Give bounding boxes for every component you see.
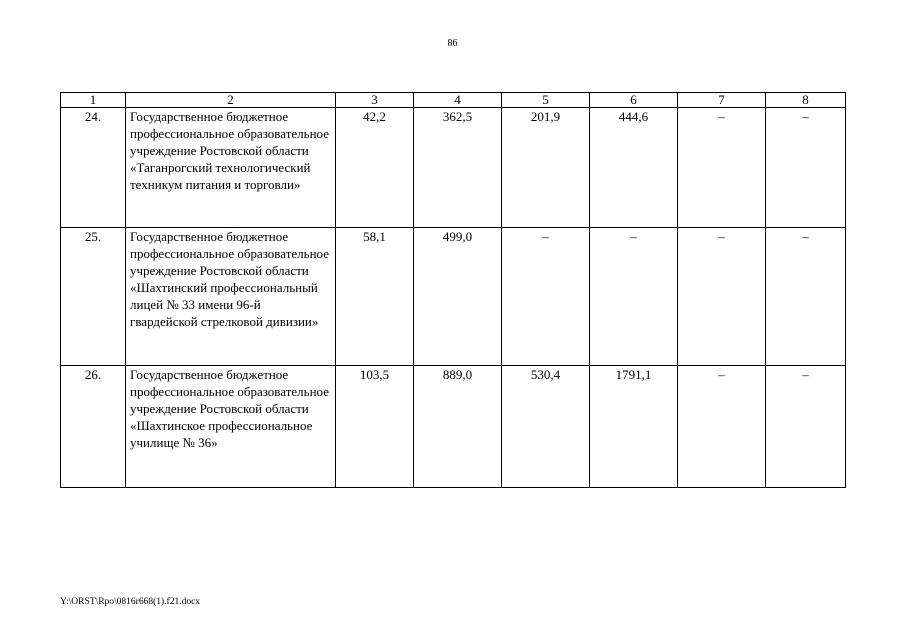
column-header: 8 (766, 93, 846, 108)
column-header: 4 (414, 93, 502, 108)
cell-col-8: – (766, 366, 846, 488)
column-header: 2 (126, 93, 336, 108)
cell-col-6: 444,6 (590, 108, 678, 228)
cell-col-3: 58,1 (336, 228, 414, 366)
table-row (61, 228, 846, 366)
table-row (61, 108, 846, 228)
page-number: 86 (447, 38, 458, 49)
row-number: 26. (61, 366, 126, 488)
column-header: 3 (336, 93, 414, 108)
column-header: 7 (678, 93, 766, 108)
cell-col-5: 201,9 (502, 108, 590, 228)
table-row (61, 366, 846, 488)
cell-col-8: – (766, 108, 846, 228)
institution-name: Государственное бюджетное профессиональное образовательное учреждение Ростовской области «Шахтинский профессиональный лицей № 33 имени 96-й гвардейской стрелковой дивизии» (126, 228, 336, 366)
institution-name: Государственное бюджетное профессиональное образовательное учреждение Ростовской области «Таганрогский технологический техникум питания и торговли» (126, 108, 336, 228)
cell-col-3: 42,2 (336, 108, 414, 228)
cell-col-4: 889,0 (414, 366, 502, 488)
file-path: Y:\ORST\Rpo\0816r668(1).f21.docx (60, 597, 201, 607)
cell-col-7: – (678, 228, 766, 366)
cell-col-3: 103,5 (336, 366, 414, 488)
row-number: 25. (61, 228, 126, 366)
cell-col-4: 499,0 (414, 228, 502, 366)
cell-col-6: – (590, 228, 678, 366)
column-header: 6 (590, 93, 678, 108)
cell-col-4: 362,5 (414, 108, 502, 228)
column-header: 1 (61, 93, 126, 108)
cell-col-6: 1791,1 (590, 366, 678, 488)
cell-col-8: – (766, 228, 846, 366)
cell-col-5: 530,4 (502, 366, 590, 488)
cell-col-7: – (678, 108, 766, 228)
row-number: 24. (61, 108, 126, 228)
table-header-row (61, 93, 846, 108)
cell-col-7: – (678, 366, 766, 488)
budget-table (60, 92, 846, 488)
cell-col-5: – (502, 228, 590, 366)
institution-name: Государственное бюджетное профессиональное образовательное учреждение Ростовской области «Шахтинское профессиональное училище № 36» (126, 366, 336, 488)
column-header: 5 (502, 93, 590, 108)
